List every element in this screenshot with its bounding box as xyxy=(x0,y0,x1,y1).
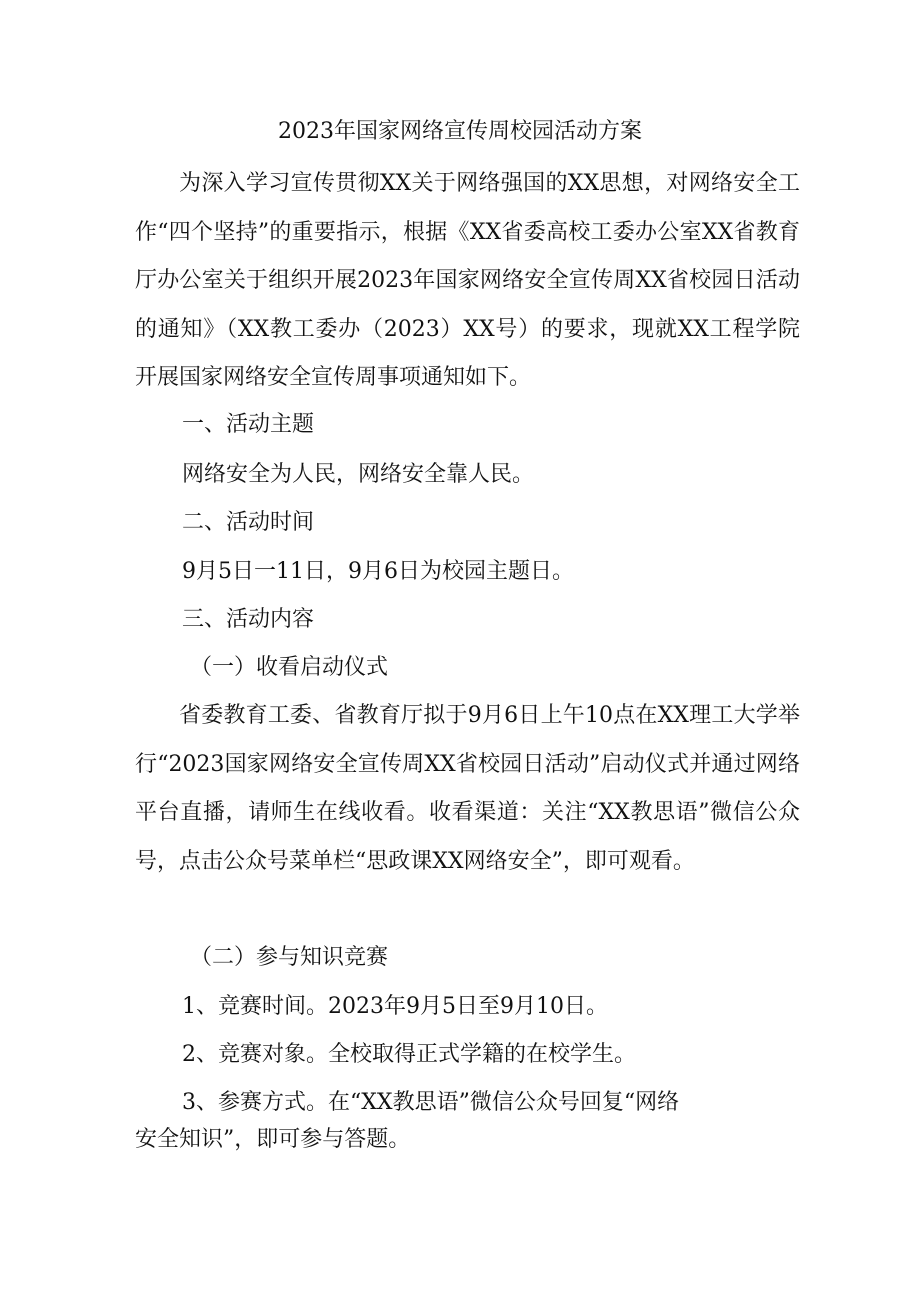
document-title: 2023年国家网络宣传周校园活动方案 xyxy=(278,119,642,144)
section-heading-time: 二、活动时间 xyxy=(182,510,315,535)
contest-item-method-line2: 安全知识”，即可参与答题。 xyxy=(135,1127,411,1152)
intro-paragraph: 为深入学习宣传贯彻XX关于网络强国的XX思想，对网络安全工作“四个坚持”的重要指示，根据《XX省委高校工委办公室XX省教育厅办公室关于组织开展2023年国家网络安全宣传周XX省校园日活动的通知》（XX教工委办（2023）XX号）的要求，现就XX工程学院开展国家网络安全宣传周事项通知如下。 xyxy=(135,171,800,390)
contest-item-time: 1、竞赛时间。2023年9月5日至9月10日。 xyxy=(182,994,608,1019)
theme-text: 网络安全为人民，网络安全靠人民。 xyxy=(182,462,535,487)
contest-item-method-line1: 3、参赛方式。在“XX教思语”微信公众号回复“网络 xyxy=(182,1090,680,1115)
section-heading-theme: 一、活动主题 xyxy=(182,412,315,437)
subsection-heading-ceremony: （一）收看启动仪式 xyxy=(190,655,389,680)
subsection-heading-contest: （二）参与知识竞赛 xyxy=(190,945,389,970)
ceremony-paragraph: 省委教育工委、省教育厅拟于9月6日上午10点在XX理工大学举行“2023国家网络安全宣传周XX省校园日活动”启动仪式并通过网络平台直播，请师生在线收看。收看渠道：关注“XX教思语”微信公众号，点击公众号菜单栏“思政课XX网络安全”，即可观看。 xyxy=(135,703,800,874)
section-heading-content: 三、活动内容 xyxy=(182,607,315,632)
time-text: 9月5日一11日，9月6日为校园主题日。 xyxy=(182,559,574,584)
contest-item-target: 2、竞赛对象。全校取得正式学籍的在校学生。 xyxy=(182,1042,636,1067)
